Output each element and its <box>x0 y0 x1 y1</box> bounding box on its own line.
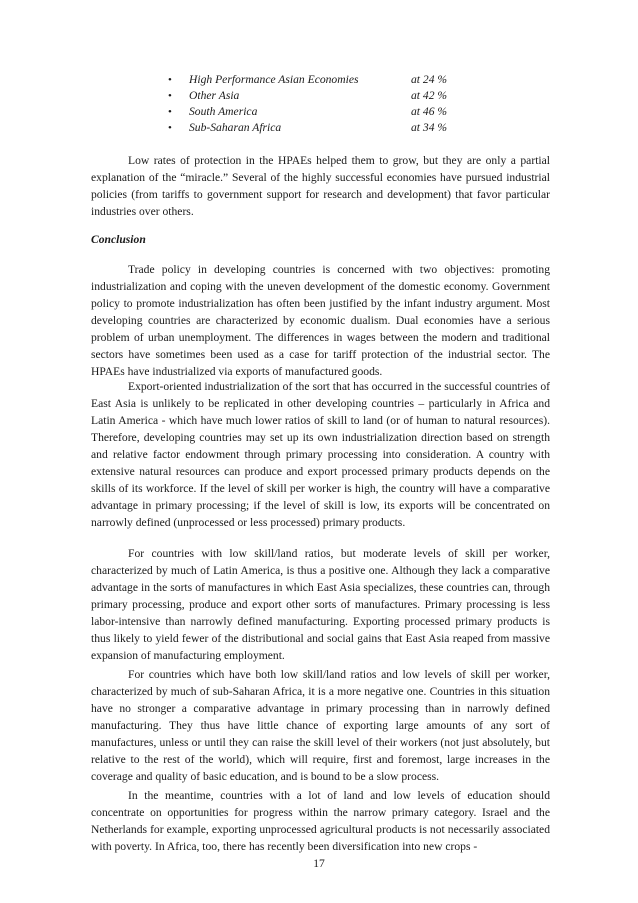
bullet-region: Sub-Saharan Africa <box>189 121 282 134</box>
paragraph-text: Export-oriented industrialization of the sort that has occurred in the successful countries of East Asia is unlikely to be replicated in other developing countries – particularly in Africa and Latin America - which have much lower ratios of skill to land (or of human to natural resources). Therefore, developing countries may set up its own industrialization direction based on strength and relative factor endowment through primary processing into consideration. A country with extensive natural resources can produce and export processed primary products depends on the skills of its workforce. If the level of skill per worker is high, the country will have a comparative advantage in primary processing; if the level of skill is low, its exports will be concentrated on narrowly defined (unprocessed or less processed) primary products. <box>91 380 550 529</box>
bullet-item <box>168 72 468 88</box>
bullet-region: High Performance Asian Economies <box>189 73 359 86</box>
bullet-region: Other Asia <box>189 89 240 102</box>
bullet-item <box>168 120 468 136</box>
section-heading-conclusion: Conclusion <box>91 233 146 246</box>
bullet-dot-icon: • <box>168 106 172 118</box>
bullet-value: at 46 % <box>411 105 448 118</box>
bullet-item <box>168 88 468 104</box>
paragraph-meantime <box>91 787 550 855</box>
bullet-value: at 24 % <box>411 73 448 86</box>
paragraph-export-oriented <box>91 378 550 531</box>
bullet-dot-icon: • <box>168 90 172 102</box>
paragraph-trade-policy <box>91 261 550 380</box>
paragraph-sub-saharan-africa <box>91 666 550 785</box>
paragraph-latin-america <box>91 545 550 664</box>
paragraph-text: Low rates of protection in the HPAEs helped them to grow, but they are only a partial explanation of the “miracle.” Several of the highly successful economies have pursued industrial policies (from tariffs to government support for research and development) that favor particular industries over others. <box>91 154 550 218</box>
page-number: 17 <box>313 857 325 870</box>
paragraph-text: For countries with low skill/land ratios, but moderate levels of skill per worker, characterized by much of Latin America, is thus a positive one. Although they lack a comparative advantage in the sorts of manufactures in which East Asia specializes, these countries can, through primary processing, produce and export other sorts of manufactures. Primary processing is less labor-intensive than narrowly defined manufacturing. Exporting processed primary products is thus likely to yield fewer of the distributional and social gains that East Asia reaped from massive expansion of manufacturing employment. <box>91 547 550 662</box>
bullet-dot-icon: • <box>168 74 172 86</box>
bullet-value: at 34 % <box>411 121 448 134</box>
paragraph-text: Trade policy in developing countries is concerned with two objectives: promoting industrialization and coping with the uneven development of the domestic economy. Government policy to promote industrialization has often been justified by the infant industry argument. Most developing countries are characterized by economic dualism. Dual economies have a serious problem of urban unemployment. The differences in wages between the modern and traditional sectors have sometimes been used as a case for tariff protection of the industrial sector. The HPAEs have industrialized via exports of manufactured goods. <box>91 263 550 378</box>
bullet-item <box>168 104 468 120</box>
bullet-value: at 42 % <box>411 89 448 102</box>
paragraph-protection <box>91 152 550 220</box>
paragraph-text: For countries which have both low skill/land ratios and low levels of skill per worker, characterized by much of sub-Saharan Africa, it is a more negative one. Countries in this situation have no stronger a comparative advantage in primary processing than in narrowly defined manufacturing. They thus have little chance of exporting large amounts of any sort of manufactures, unless or until they can raise the skill level of their workers (not just absolutely, but relative to the rest of the world), which will require, first and foremost, large increases in the coverage and quality of basic education, and is bound to be a slow process. <box>91 668 550 783</box>
paragraph-text: In the meantime, countries with a lot of land and low levels of education should concentrate on opportunities for progress within the narrow primary category. Israel and the Netherlands for example, exporting unprocessed agricultural products is not necessarily associated with poverty. In Africa, too, there has recently been diversification into new crops - <box>91 789 550 853</box>
bullet-dot-icon: • <box>168 122 172 134</box>
bullet-region: South America <box>189 105 258 118</box>
bullet-list <box>168 72 468 136</box>
